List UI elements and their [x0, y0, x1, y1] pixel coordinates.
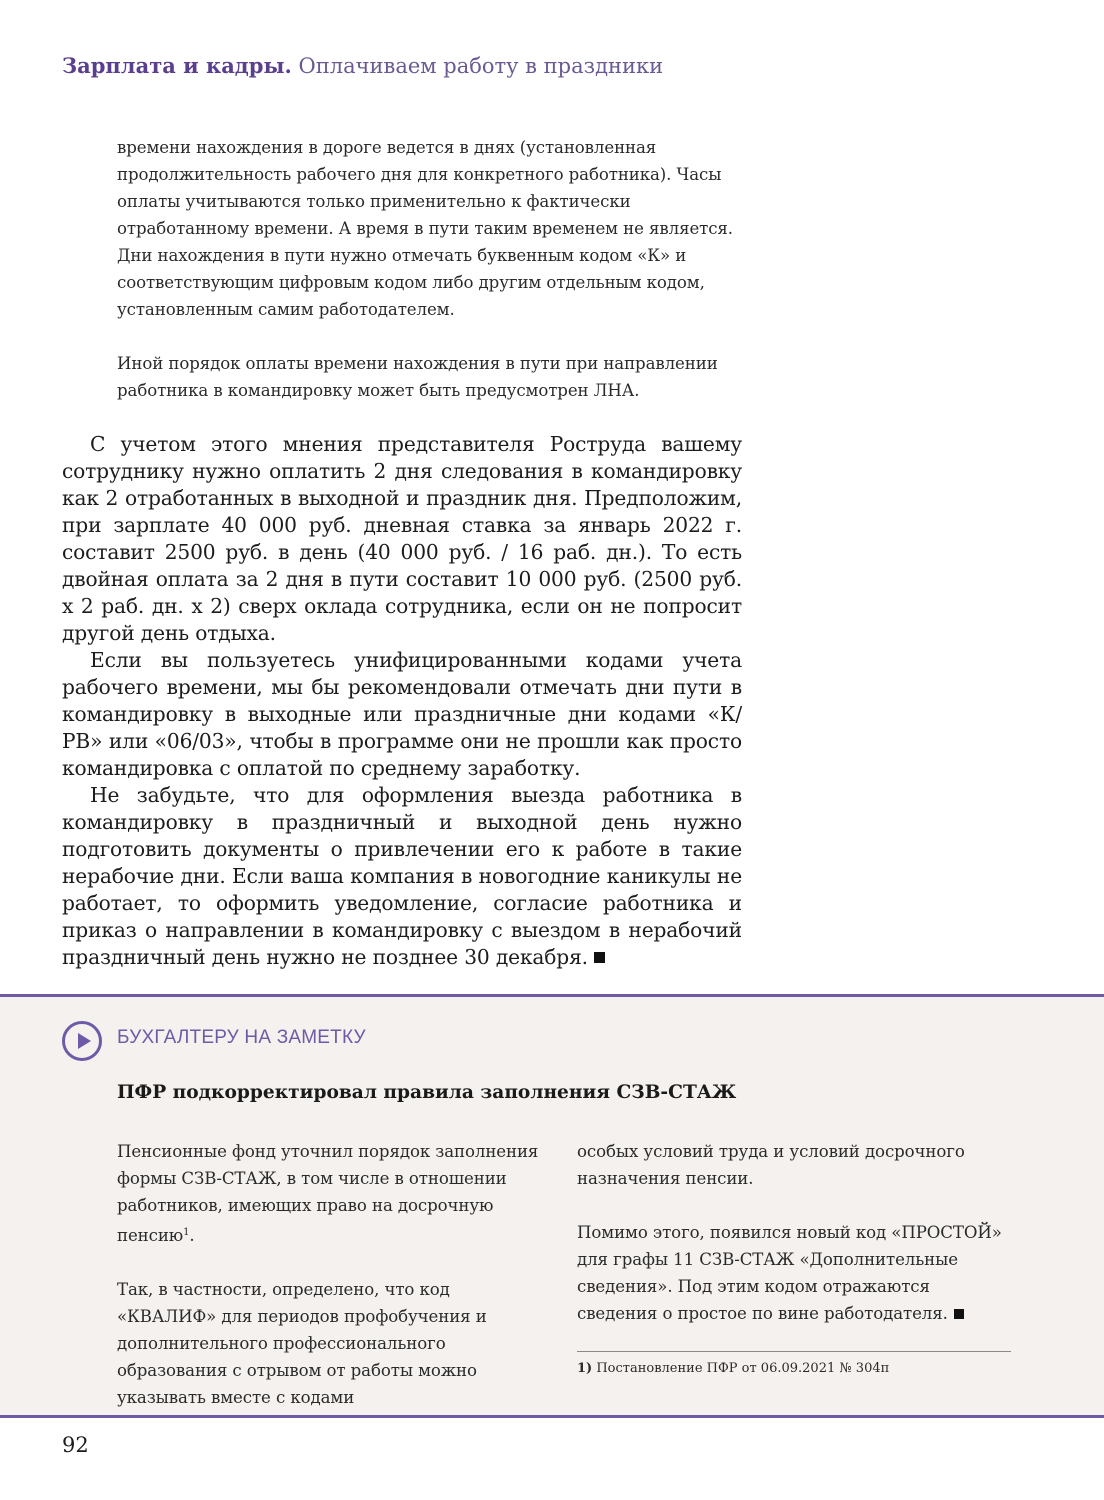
note-label: БУХГАЛТЕРУ НА ЗАМЕТКУ [117, 1027, 366, 1048]
footnote-text: Постановление ПФР от 06.09.2021 № 304п [596, 1361, 890, 1376]
note-paragraph-end: . [189, 1226, 195, 1245]
play-circle-icon [62, 1021, 102, 1061]
page-number: 92 [62, 1433, 89, 1457]
note-paragraph-text: Помимо этого, появился новый код «ПРОСТОЙ» для графы 11 СЗВ-СТАЖ «Дополнительные сведения». Под этим кодом отражаются сведения о простое по вине работодателя. [577, 1223, 1002, 1323]
note-right-column [577, 1138, 1007, 1327]
note-paragraph [577, 1219, 1007, 1327]
body-paragraph: С учетом этого мнения представителя Роструда вашему сотруднику нужно оплатить 2 дня следования в командировку как 2 отработанных в выходной и праздник дня. Предположим, при зарплате 40 000 руб. дневная ставка за январь 2022 г. составит 2500 руб. в день (40 000 руб. / 16 раб. дн.). То есть двойная оплата за 2 дня в пути составит 10 000 руб. (2500 руб. х 2 раб. дн. х 2) сверх оклада сотрудника, если он не попросит другой день отдыха. [62, 432, 742, 645]
end-of-article-mark [594, 952, 605, 963]
footnote-divider [577, 1351, 1011, 1352]
article-body [62, 431, 742, 971]
accountant-note-box [0, 994, 1104, 1418]
quote-block [117, 134, 742, 404]
note-paragraph: Так, в частности, определено, что код «КВАЛИФ» для периодов профобучения и дополнительного профессионального образования с отрывом от работы можно указывать вместе с кодами [117, 1280, 487, 1407]
footnote [577, 1361, 1017, 1376]
note-left-column [117, 1138, 547, 1411]
note-title: ПФР подкорректировал правила заполнения СЗВ-СТАЖ [117, 1082, 737, 1103]
footnote-number: 1) [577, 1361, 593, 1376]
body-paragraph [62, 782, 742, 971]
body-paragraph-text: Не забудьте, что для оформления выезда работника в командировку в праздничный и выходной день нужно подготовить документы о привлечении его к работе в такие нерабочие дни. Если ваша компания в новогодние каникулы не работает, то оформить уведомление, согласие работника и приказ о направлении в командировку с выездом в нерабочий праздничный день нужно не позднее 30 декабря. [62, 783, 742, 969]
quote-paragraph: Иной порядок оплаты времени нахождения в пути при направлении работника в командировку может быть предусмотрен ЛНА. [117, 354, 718, 400]
header-subtitle: Оплачиваем работу в праздники [298, 54, 664, 78]
note-paragraph-text: Пенсионные фонд уточнил порядок заполнения формы СЗВ-СТАЖ, в том числе в отношении работников, имеющих право на досрочную пенсию [117, 1142, 539, 1245]
note-paragraph: особых условий труда и условий досрочного назначения пенсии. [577, 1142, 965, 1188]
body-paragraph: Если вы пользуетесь унифицированными кодами учета рабочего времени, мы бы рекомендовали отмечать дни пути в командировку в выходные или праздничные дни кодами «К/РВ» или «06/03», чтобы в программе они не прошли как просто командировка с оплатой по среднему заработку. [62, 648, 742, 780]
note-paragraph [117, 1138, 547, 1249]
end-of-note-mark [954, 1309, 964, 1319]
header-section: Зарплата и кадры. [62, 53, 292, 78]
running-header [62, 50, 1062, 82]
quote-paragraph: времени нахождения в дороге ведется в днях (установленная продолжительность рабочего дня для конкретного работника). Часы оплаты учитываются только применительно к фактически отработанному времени. А время в пути таким временем не является. Дни нахождения в пути нужно отмечать буквенным кодом «К» и соответствующим цифровым кодом либо другим отдельным кодом, установленным самим работодателем. [117, 138, 733, 319]
footnote-ref: 1 [183, 1227, 190, 1238]
